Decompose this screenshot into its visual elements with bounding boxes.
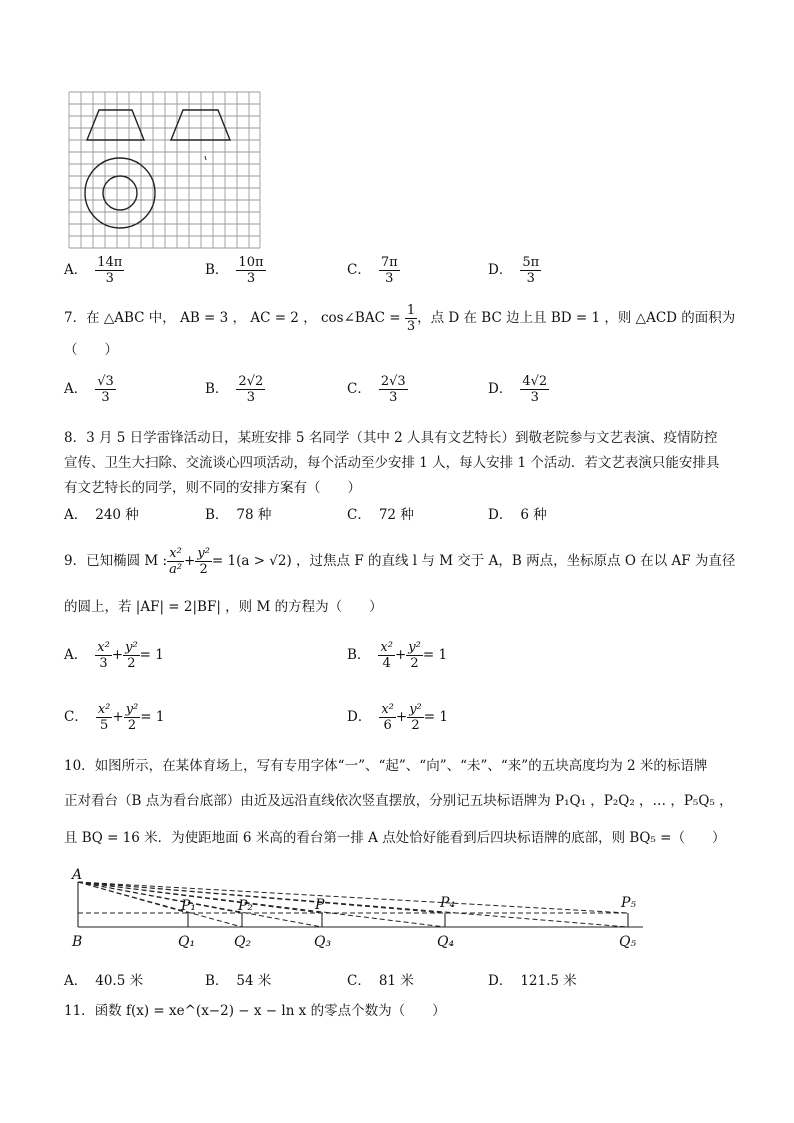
three-view-figure [66, 90, 262, 250]
q6-c-numerator: 7π [380, 255, 398, 270]
label-p2: P₂ [238, 898, 254, 914]
q7-option-a[interactable]: A． $\frac{√3}{3}$ [64, 374, 114, 405]
q6-option-a[interactable]: A． $\frac{14\pi}{3}$ [64, 255, 123, 286]
label-q1: Q₁ [178, 934, 196, 950]
q6-a-denominator: 3 [105, 271, 114, 286]
q8-stem-line-1: 8．3 月 5 日学雷锋活动日，某班安排 5 名同学（其中 2 人具有文艺特长）到敬老院参与文艺表演、疫情防控 [64, 430, 718, 446]
q8-option-d[interactable]: D． 6 种 [488, 507, 547, 523]
front-view-trapezoid [87, 110, 144, 140]
q11-stem: 11．函数 f(x) = xe^(x−2) − x − ln x 的零点个数为（ ） [64, 1003, 446, 1019]
q7-answer-paren: （ ） [64, 342, 118, 358]
q9-stem-line-2: 的圆上，若 |AF| = 2|BF| ，则 M 的方程为（ ） [64, 599, 383, 615]
q10-stem-line-1: 10．如图所示，在某体育场上，写有专用字体“一”、“起”、“向”、“未”、“来”的五块高度均为 2 米的标语牌 [64, 758, 708, 774]
label-p3: P [315, 897, 325, 913]
q9-option-c[interactable]: C． $\frac{\text{x²}}{5}$ + $\frac{\text{y²}}{2}$ = 1 [64, 702, 165, 733]
q8-option-b[interactable]: B． 78 种 [205, 507, 272, 523]
q9-stem-line-1: 9．已知椭圆 M : $\frac{\text{x²}}{\text{a²}}$ + $\frac{\text{y²}}{2}$ = 1(a > √2) ，过焦点 F 的直线 l 与 M 交于 A，B 两点，坐标原点 O 在以 AF 为直径 [64, 546, 736, 577]
q6-c-denominator: 3 [385, 271, 394, 286]
q6-option-c[interactable]: C． $\frac{7\pi}{3}$ [347, 255, 398, 286]
q7-stem: 7．在 △ABC 中， AB = 3 ， AC = 2 ， cos∠BAC = $\frac{1}{3}$ ，点 D 在 BC 边上且 BD = 1 ，则 △ACD 的面积为 [64, 303, 736, 334]
label-q4: Q₄ [437, 934, 455, 950]
side-view-trapezoid [171, 110, 230, 140]
q10-option-d[interactable]: D． 121.5 米 [488, 973, 577, 989]
label-p1: P₁ [181, 898, 197, 914]
q8-option-c[interactable]: C． 72 种 [347, 507, 414, 523]
top-view-outer-circle [85, 158, 155, 228]
q6-option-b[interactable]: B． $\frac{10\pi}{3}$ [205, 255, 264, 286]
q6-b-denominator: 3 [246, 271, 256, 286]
label-p4: P₄ [440, 895, 456, 911]
q10-option-a[interactable]: A． 40.5 米 [64, 973, 144, 989]
label-q5: Q₅ [619, 934, 637, 950]
q6-d-denominator: 3 [526, 271, 535, 286]
q10-option-c[interactable]: C． 81 米 [347, 973, 414, 989]
q6-a-numerator: 14π [97, 255, 123, 270]
q8-stem-line-3: 有文艺特长的同学，则不同的安排方案有（ ） [64, 480, 361, 496]
label-p5: P₅ [621, 895, 637, 911]
q10-stem-line-3: 且 BQ = 16 米．为使距地面 6 米高的看台第一排 A 点处恰好能看到后四块标语牌的底部，则 BQ₅ =（ ） [64, 830, 726, 846]
q6-d-numerator: 5π [522, 255, 540, 270]
q7-option-d[interactable]: D． $\frac{4√2}{3}$ [488, 374, 548, 405]
label-q3: Q₃ [314, 934, 332, 950]
q9-option-b[interactable]: B． $\frac{\text{x²}}{4}$ + $\frac{\text{y²}}{2}$ = 1 [347, 640, 448, 671]
q9-option-d[interactable]: D． $\frac{\text{x²}}{6}$ + $\frac{\text{y²}}{2}$ = 1 [347, 702, 448, 733]
q10-signboard-figure [68, 866, 648, 950]
label-b: B [72, 934, 83, 950]
label-a: A [72, 867, 83, 883]
q6-option-d[interactable]: D． $\frac{5\pi}{3}$ [488, 255, 540, 286]
q10-stem-line-2: 正对看台（B 点为看台底部）由近及远沿直线依次竖直摆放，分别记五块标语牌为 P₁Q₁ ，P₂Q₂ ，… ，P₅Q₅ ， [64, 793, 733, 809]
q6-b-numerator: 10π [238, 255, 264, 270]
label-q2: Q₂ [234, 934, 252, 950]
q8-stem-line-2: 宣传、卫生大扫除、交流谈心四项活动，每个活动至少安排 1 人，每人安排 1 个活动．若文艺表演只能安排具 [64, 455, 720, 471]
top-view-inner-circle [103, 176, 137, 210]
q10-option-b[interactable]: B． 54 米 [205, 973, 272, 989]
q7-option-b[interactable]: B． $\frac{2√2}{3}$ [205, 374, 264, 405]
q9-option-a[interactable]: A． $\frac{\text{x²}}{3}$ + $\frac{\text{y²}}{2}$ = 1 [64, 640, 164, 671]
q7-option-c[interactable]: C． $\frac{2√3}{3}$ [347, 374, 406, 405]
q8-option-a[interactable]: A． 240 种 [64, 507, 139, 523]
